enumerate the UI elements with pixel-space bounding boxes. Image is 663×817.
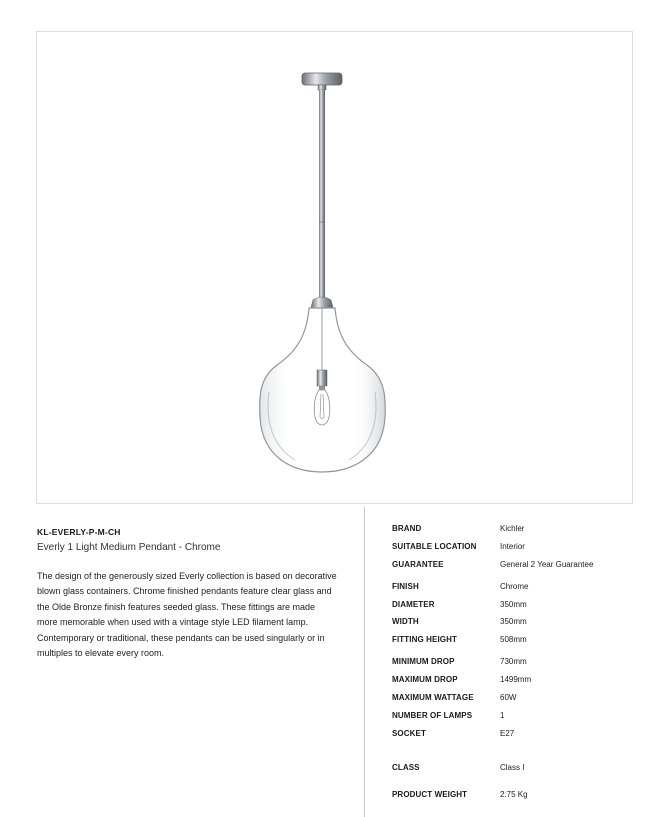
- spec-value: 350mm: [500, 617, 527, 626]
- spec-label: SUITABLE LOCATION: [392, 542, 477, 551]
- spec-value: 60W: [500, 693, 517, 702]
- spec-value: Chrome: [500, 582, 529, 591]
- spec-label: WIDTH: [392, 617, 419, 626]
- spec-label: BRAND: [392, 524, 422, 533]
- spec-value: 350mm: [500, 600, 527, 609]
- product-name: Everly 1 Light Medium Pendant - Chrome: [37, 542, 221, 553]
- spec-value: 2.75 Kg: [500, 790, 528, 799]
- spec-value: 730mm: [500, 657, 527, 666]
- spec-label: GUARANTEE: [392, 560, 444, 569]
- product-image-frame: [36, 31, 633, 504]
- spec-label: FINISH: [392, 582, 419, 591]
- spec-label: DIAMETER: [392, 600, 435, 609]
- spec-value: Class I: [500, 763, 525, 772]
- product-sku: KL-EVERLY-P-M-CH: [37, 527, 121, 537]
- spec-label: CLASS: [392, 763, 420, 772]
- spec-value: Kichler: [500, 524, 525, 533]
- spec-value: E27: [500, 729, 515, 738]
- spec-label: MAXIMUM WATTAGE: [392, 693, 474, 702]
- spec-label: FITTING HEIGHT: [392, 635, 457, 644]
- spec-value: 508mm: [500, 635, 527, 644]
- spec-label: NUMBER OF LAMPS: [392, 711, 473, 720]
- spec-value: General 2 Year Guarantee: [500, 560, 594, 569]
- pendant-lamp-image: [37, 32, 634, 505]
- column-divider: [364, 507, 365, 817]
- spec-value: Interior: [500, 542, 525, 551]
- product-description: The design of the generously sized Everly collection is based on decorative blown glass containers. Chrome finished pendants feature clear glass and the Olde Bronze finish features seeded glass. These fittings are made more memorable when used with a vintage style LED filament lamp. Contemporary or traditional, these pendants can be used singularly or in multiples to elevate every room.: [37, 571, 337, 659]
- spec-value: 1: [500, 711, 505, 720]
- spec-label: PRODUCT WEIGHT: [392, 790, 468, 799]
- spec-label: MINIMUM DROP: [392, 657, 455, 666]
- spec-value: 1499mm: [500, 675, 532, 684]
- spec-label: MAXIMUM DROP: [392, 675, 458, 684]
- spec-label: SOCKET: [392, 729, 426, 738]
